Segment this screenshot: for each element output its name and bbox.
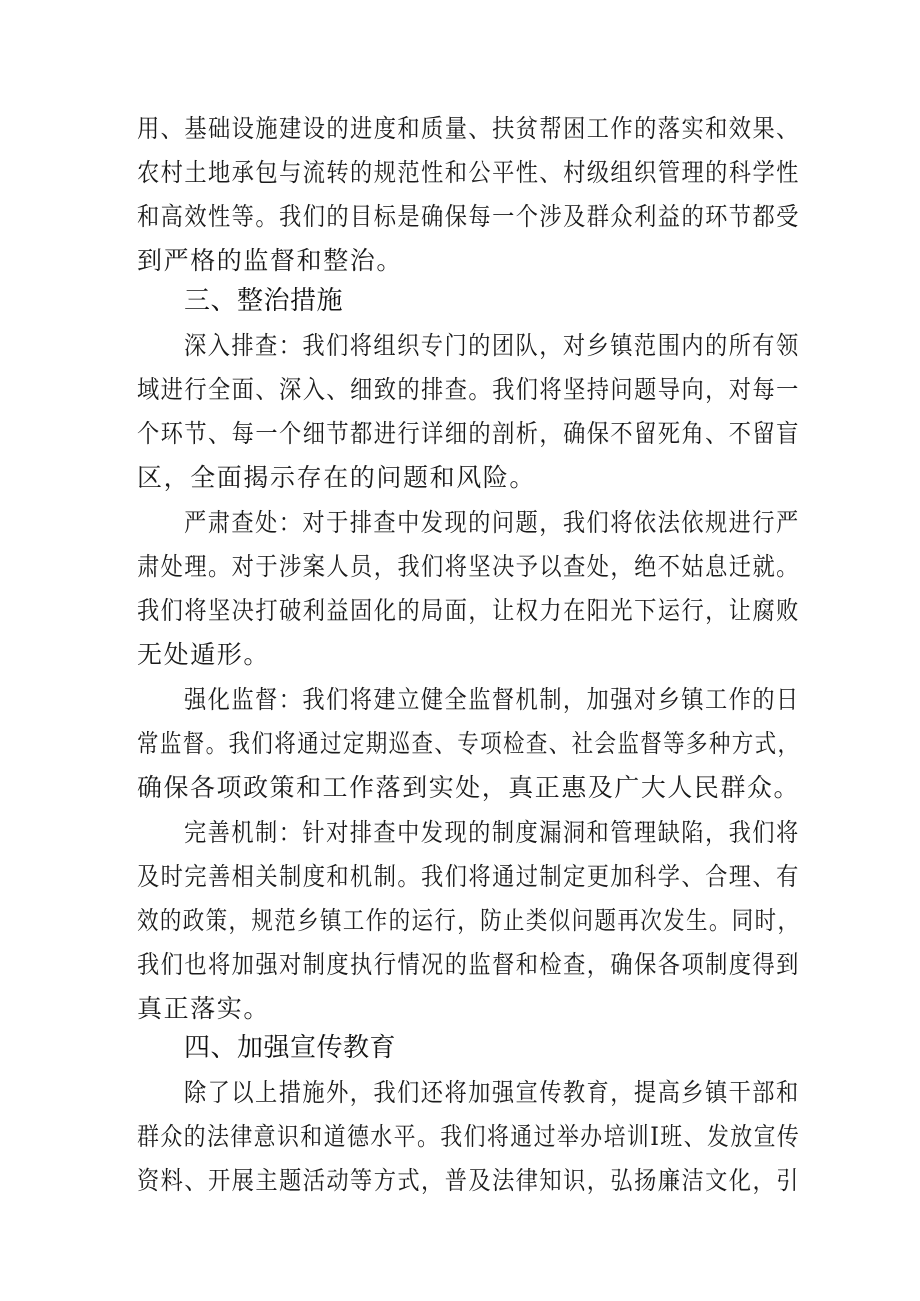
investigation-line-4: 区，全面揭示存在的问题和风险。 — [137, 463, 537, 492]
punishment-line-3: 我们将坚决打破利益固化的局面，让权力在阳光下运行，让腐败 — [137, 596, 800, 625]
intro-line-2: 农村土地承包与流转的规范性和公平性、村级组织管理的科学性 — [137, 158, 800, 187]
mechanism-line-3: 效的政策，规范乡镇工作的运行，防止类似问题再次发生。同时， — [137, 906, 801, 935]
investigation-line-3: 个环节、每一个细节都进行详细的剖析，确保不留死角、不留盲 — [137, 419, 800, 448]
investigation-line-1: 深入排查：我们将组织专门的团队，对乡镇范围内的所有领 — [184, 331, 800, 360]
supervision-line-2: 常监督。我们将通过定期巡查、专项检查、社会监督等多种方式， — [137, 729, 801, 758]
publicity-line-1: 除了以上措施外，我们还将加强宣传教育，提高乡镇干部和 — [184, 1078, 800, 1107]
supervision-line-3: 确保各项政策和工作落到实处，真正惠及广大人民群众。 — [137, 773, 801, 802]
intro-line-3: 和高效性等。我们的目标是确保每一个涉及群众利益的环节都受 — [137, 202, 800, 231]
publicity-line-3: 资料、开展主题活动等方式，普及法律知识，弘扬廉洁文化，引 — [137, 1166, 800, 1195]
punishment-line-1: 严肃查处：对于排查中发现的问题，我们将依法依规进行严 — [184, 508, 800, 537]
mechanism-line-1: 完善机制：针对排查中发现的制度漏洞和管理缺陷，我们将 — [184, 818, 800, 847]
mechanism-line-5: 真正落实。 — [137, 994, 271, 1023]
section-heading-publicity: 四、加强宣传教育 — [184, 1033, 397, 1063]
intro-line-1: 用、基础设施建设的进度和质量、扶贫帮困工作的落实和效果、 — [137, 114, 800, 143]
investigation-line-2: 域进行全面、深入、细致的排查。我们将坚持问题导向，对每一 — [137, 375, 800, 404]
mechanism-line-4: 我们也将加强对制度执行情况的监督和检查，确保各项制度得到 — [137, 950, 800, 979]
section-heading-measures: 三、整治措施 — [184, 286, 344, 316]
publicity-line-2: 群众的法律意识和道德水平。我们将通过举办培训I班、发放宣传 — [137, 1122, 801, 1151]
punishment-line-4: 无处遁形。 — [137, 640, 271, 669]
supervision-line-1: 强化监督：我们将建立健全监督机制，加强对乡镇工作的日 — [184, 685, 800, 714]
punishment-line-2: 肃处理。对于涉案人员，我们将坚决予以查处，绝不姑息迁就。 — [137, 552, 800, 581]
intro-line-4: 到严格的监督和整治。 — [137, 246, 404, 275]
mechanism-line-2: 及时完善相关制度和机制。我们将通过制定更加科学、合理、有 — [137, 862, 800, 891]
